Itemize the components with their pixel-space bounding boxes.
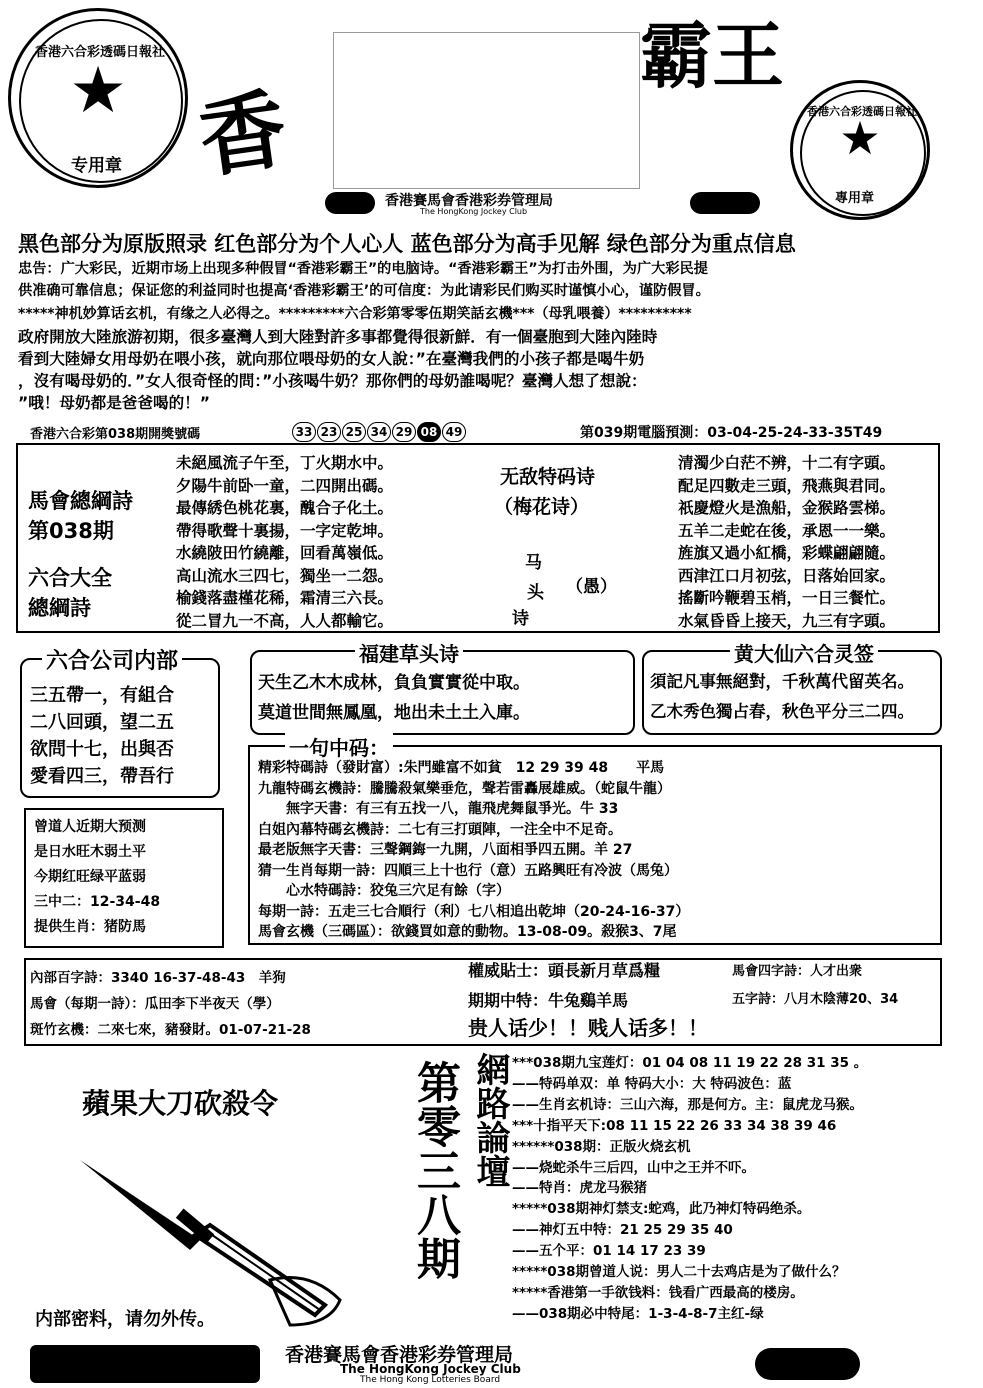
slogan: 贵人话少！！贱人话多！！ bbox=[468, 1016, 708, 1040]
bottom-left-line: 內部百字詩：3340 16-37-48-43 羊狗 bbox=[30, 970, 286, 986]
notice-line-1: 忠告：广大彩民，近期市场上出现多种假冒“香港彩霸王”的电脑诗。“香港彩霸王”为打击外围，为广大彩民提 bbox=[18, 261, 708, 277]
forum-vertical: 網路論壇 bbox=[470, 1052, 510, 1188]
poem-line: 未絕風流子午至，丁火期水中。 bbox=[176, 454, 394, 472]
sentence-line: 九龍特碼玄機詩：騰騰殺氣樂垂危，聲若雷轟展雄威。（蛇鼠牛龍） bbox=[258, 780, 671, 797]
forum-line: ——特肖：虎龙马猴猪 bbox=[512, 1180, 647, 1197]
mid-char: 头 bbox=[527, 583, 544, 603]
poem-line: 榆錢落盡槿花稀，霜清三六長。 bbox=[176, 589, 394, 607]
result-ball: 34 bbox=[367, 422, 391, 442]
forum-line: *****038期神灯禁支:蛇鸡，此乃神灯特码绝杀。 bbox=[512, 1201, 811, 1218]
zeng-line: 今期红旺绿平蓝弱 bbox=[34, 869, 146, 885]
bottom-left-lines bbox=[30, 965, 311, 1043]
mid-char: 诗 bbox=[512, 609, 529, 629]
footer-emblem-right bbox=[755, 1348, 860, 1380]
poem-col-1 bbox=[176, 452, 393, 632]
forum-line: ***十指平天下:08 11 15 22 26 33 34 38 39 46 bbox=[512, 1117, 837, 1134]
bottom-left-line: 斑竹玄機：二來七來，豬發財。01-07-21-28 bbox=[30, 1022, 311, 1038]
sentence-line: 無字天書：有三有五找一八，龍飛虎舞鼠爭光。牛 33 bbox=[258, 801, 619, 817]
title-right: 霸王 bbox=[640, 13, 785, 98]
forum-line: ——038期必中特尾：1-3-4-8-7主红-绿 bbox=[512, 1305, 764, 1322]
forum-line: ——烧蛇杀牛三后四，山中之王并不吓。 bbox=[512, 1159, 755, 1176]
forum-line: ——神灯五中特：21 25 29 35 40 bbox=[512, 1222, 733, 1239]
footer-cn: 香港賽馬會香港彩券管理局 bbox=[285, 1344, 514, 1366]
poem-line: 搖斷吟鞭碧玉梢，一日三餐忙。 bbox=[678, 589, 896, 607]
jockey-name-cn: 香港賽馬會香港彩券管理局 bbox=[385, 193, 553, 209]
apple-title: 蘋果大刀砍殺令 bbox=[82, 1087, 279, 1120]
joke-heading: *****神机妙算话玄机，有缘之人必得之。*********六合彩第零零伍期笑話玄機***（母乳喂養）********** bbox=[18, 306, 692, 322]
sentence-line: 白姐內幕特碼玄機詩：二七有三打頭陣，一注全中不足奇。 bbox=[258, 821, 622, 838]
forum-line: ——生肖玄机诗：三山六海，那是何方。主：鼠虎龙马猴。 bbox=[512, 1096, 863, 1113]
stamp-ring-text: 香港六合彩透碼日報社 bbox=[807, 105, 917, 118]
prediction: 第039期電腦預測：03-04-25-24-33-35T49 bbox=[580, 425, 883, 441]
forum-line: ——五个平：01 14 17 23 39 bbox=[512, 1243, 706, 1260]
result-ball: 49 bbox=[442, 422, 466, 442]
sentence-line: 馬會玄機（三碼區）：欲錢買如意的動物。13-08-09。殺猴3、7尾 bbox=[258, 924, 677, 940]
stamp-right bbox=[790, 80, 930, 220]
joke-line: ”哦！母奶都是爸爸喝的！” bbox=[18, 394, 211, 412]
internal-line: 欲問十七，出與否 bbox=[30, 739, 174, 760]
star-icon: ★ bbox=[69, 54, 127, 128]
result-ball: 23 bbox=[317, 422, 341, 442]
poem-line: 水繞陂田竹繞離，回看萬嶺低。 bbox=[176, 544, 394, 562]
bottom-left-line: 馬會（每期一詩）：瓜田李下半夜天（學） bbox=[30, 996, 280, 1012]
jockey-logo bbox=[325, 192, 375, 214]
zeng-line: 提供生肖：猪防馬 bbox=[34, 919, 146, 935]
mid-poem-title: 无敌特码诗 bbox=[500, 466, 596, 488]
zeng-title: 曾道人近期大预测 bbox=[34, 819, 146, 835]
poem-line: 五羊二走蛇在後，承恩一一樂。 bbox=[678, 521, 896, 540]
poem-col-2 bbox=[678, 452, 895, 632]
zeng-line: 是日水旺木弱土平 bbox=[34, 844, 146, 860]
zeng-lines bbox=[34, 815, 160, 940]
stamp-label: 專用章 bbox=[835, 191, 875, 206]
footer-en-2: The Hong Kong Lotteries Board bbox=[360, 1375, 501, 1385]
sword-illustration bbox=[70, 1130, 370, 1330]
poem-line: 配足四數走三頭，飛燕與君同。 bbox=[678, 476, 896, 495]
result-ball: 29 bbox=[392, 422, 416, 442]
fujian-title: 福建草头诗 bbox=[355, 638, 463, 667]
internal-lines bbox=[30, 682, 174, 790]
huang-line: 須記凡事無絕對，千秋萬代留英名。 bbox=[650, 672, 914, 691]
poem-line: 西津江口月初弦，日落始回家。 bbox=[678, 566, 896, 585]
poem-line: 最傳綉色桃花裏，醜合子化土。 bbox=[176, 499, 394, 517]
internal-line: 愛看四三，帶吾行 bbox=[30, 766, 174, 787]
title-left: 香 bbox=[193, 78, 293, 191]
joke-line: 政府開放大陸旅游初期，很多臺灣人到大陸對許多事都覺得很新鮮．有一個臺胞到大陸內陸時 bbox=[18, 328, 658, 346]
poem-left-title: 總綱詩 bbox=[28, 596, 91, 620]
sentence-lines bbox=[258, 758, 689, 943]
internal-title: 六合公司内部 bbox=[42, 644, 182, 675]
sentence-line: 每期一詩：五走三七合順行（利）七八相追出乾坤（20-24-16-37） bbox=[258, 903, 690, 920]
apple-footer: 内部密料，请勿外传。 bbox=[35, 1309, 215, 1330]
huang-line: 乙木秀色獨占春，秋色平分三二四。 bbox=[650, 702, 914, 721]
results-label: 香港六合彩第038期開獎號碼 bbox=[30, 427, 201, 442]
footer-logo-left bbox=[30, 1345, 260, 1383]
header-blank bbox=[333, 32, 640, 189]
poem-line: 帶得歌聲十裏揚，一字定乾坤。 bbox=[176, 521, 394, 540]
forum-line: ***038期九宝莲灯：01 04 08 11 19 22 28 31 35 。 bbox=[512, 1055, 868, 1071]
four-char-poem: 馬會四字詩：人才出衆 bbox=[732, 964, 863, 979]
zeng-line: 三中二：12-34-48 bbox=[34, 894, 161, 910]
star-icon: ★ bbox=[839, 111, 881, 165]
result-ball: 25 bbox=[342, 422, 366, 442]
poem-left-title: 馬會總綱詩 bbox=[28, 489, 133, 513]
result-ball: 33 bbox=[292, 422, 316, 442]
five-char-poem: 五字詩：八月木陰薄20、34 bbox=[732, 992, 899, 1007]
internal-line: 三五帶一，有組合 bbox=[30, 685, 174, 706]
forum-line: ——特码单双：单 特码大小：大 特码波色：蓝 bbox=[512, 1075, 792, 1092]
fujian-line: 天生乙木木成林，負負實實從中取。 bbox=[258, 673, 530, 693]
fujian-line: 莫道世間無鳳凰，地出未土土入庫。 bbox=[258, 703, 530, 723]
mid-char: （愚） bbox=[566, 577, 617, 597]
stamp-left bbox=[8, 8, 188, 188]
issue-vertical: 第零三八期 bbox=[409, 1060, 460, 1280]
stamp-label: 专用章 bbox=[71, 156, 122, 176]
sentence-line: 猜一生肖每期一詩：四順三上十也行（意）五路興旺有冷波（馬兔） bbox=[258, 862, 678, 879]
jockey-name-en: The HongKong Jockey Club bbox=[420, 207, 528, 216]
color-legend: 黑色部分为原版照录 红色部分为个人心人 蓝色部分为高手见解 绿色部分为重点信息 bbox=[18, 232, 796, 256]
poem-left-title: 第038期 bbox=[28, 519, 114, 543]
mid-char: 马 bbox=[525, 553, 542, 573]
forum-line: *****038期曾道人说：男人二十去鸡店是为了做什么？ bbox=[512, 1264, 846, 1281]
footer-en-1: The HongKong Jockey Club bbox=[340, 1362, 521, 1376]
notice-line-2: 供准确可靠信息；保证您的利益同时也提高‘香港彩霸王’的可信度：为此请彩民们购买时谨慎小心，谨防假冒。 bbox=[18, 283, 710, 299]
period-special: 期期中特：牛兔鷄羊馬 bbox=[468, 991, 629, 1010]
poem-line: 高山流水三四七，獨坐一二怨。 bbox=[176, 566, 394, 585]
sentence-line: 最老版無字天書：三聲鋼鋂一九開，八面相爭四五開。羊 27 bbox=[258, 842, 633, 858]
result-ball: 08 bbox=[417, 422, 441, 442]
huang-title: 黄大仙六合灵签 bbox=[730, 638, 878, 667]
sentence-title: 一句中码： bbox=[285, 732, 393, 761]
sentence-line: 心水特碼詩：狡兔三穴足有餘（字） bbox=[258, 883, 510, 899]
poem-line: 旌旗又過小紅橋，彩蝶翩翩隨。 bbox=[678, 544, 896, 562]
jockey-emblem bbox=[690, 192, 760, 214]
poem-line: 從二冒九一不高，人人都輸它。 bbox=[176, 611, 394, 630]
internal-line: 二八回頭，望二五 bbox=[30, 712, 174, 733]
authority-tip: 權威貼士：頭長新月草爲糧 bbox=[468, 961, 661, 980]
forum-lines bbox=[512, 1053, 867, 1325]
joke-line: ，沒有喝母奶的．”女人很奇怪的問：”小孩喝牛奶？那你們的母奶誰喝呢？臺灣人想了想說： bbox=[18, 372, 647, 390]
sentence-line: 精彩特碼詩（發財富）:朱門雖富不如貧 12 29 39 48 平馬 bbox=[258, 760, 665, 776]
poem-left-title: 六合大全 bbox=[28, 566, 112, 590]
mid-poem-subtitle: （梅花诗） bbox=[494, 496, 590, 518]
forum-line: *****香港第一手欲钱料：钱看广西最高的楼房。 bbox=[512, 1284, 804, 1301]
poem-line: 水氣昏昏上接天，九三有字頭。 bbox=[678, 611, 896, 630]
poem-line: 夕陽牛前卧一童，二四開出碼。 bbox=[176, 476, 394, 495]
poem-line: 清濁少白茫不辨，十二有字頭。 bbox=[678, 454, 896, 472]
forum-line: ******038期：正版火烧玄机 bbox=[512, 1138, 691, 1155]
stamp-ring-text: 香港六合彩透碼日報社 bbox=[34, 45, 165, 60]
results-numbers bbox=[292, 421, 467, 442]
poem-line: 祇慶燈火是漁船，金猴路雲梯。 bbox=[678, 499, 896, 517]
joke-line: 看到大陸婦女用母奶在喂小孩，就向那位喂母奶的女人說：”在臺灣我們的小孩子都是喝牛奶 bbox=[18, 350, 645, 368]
